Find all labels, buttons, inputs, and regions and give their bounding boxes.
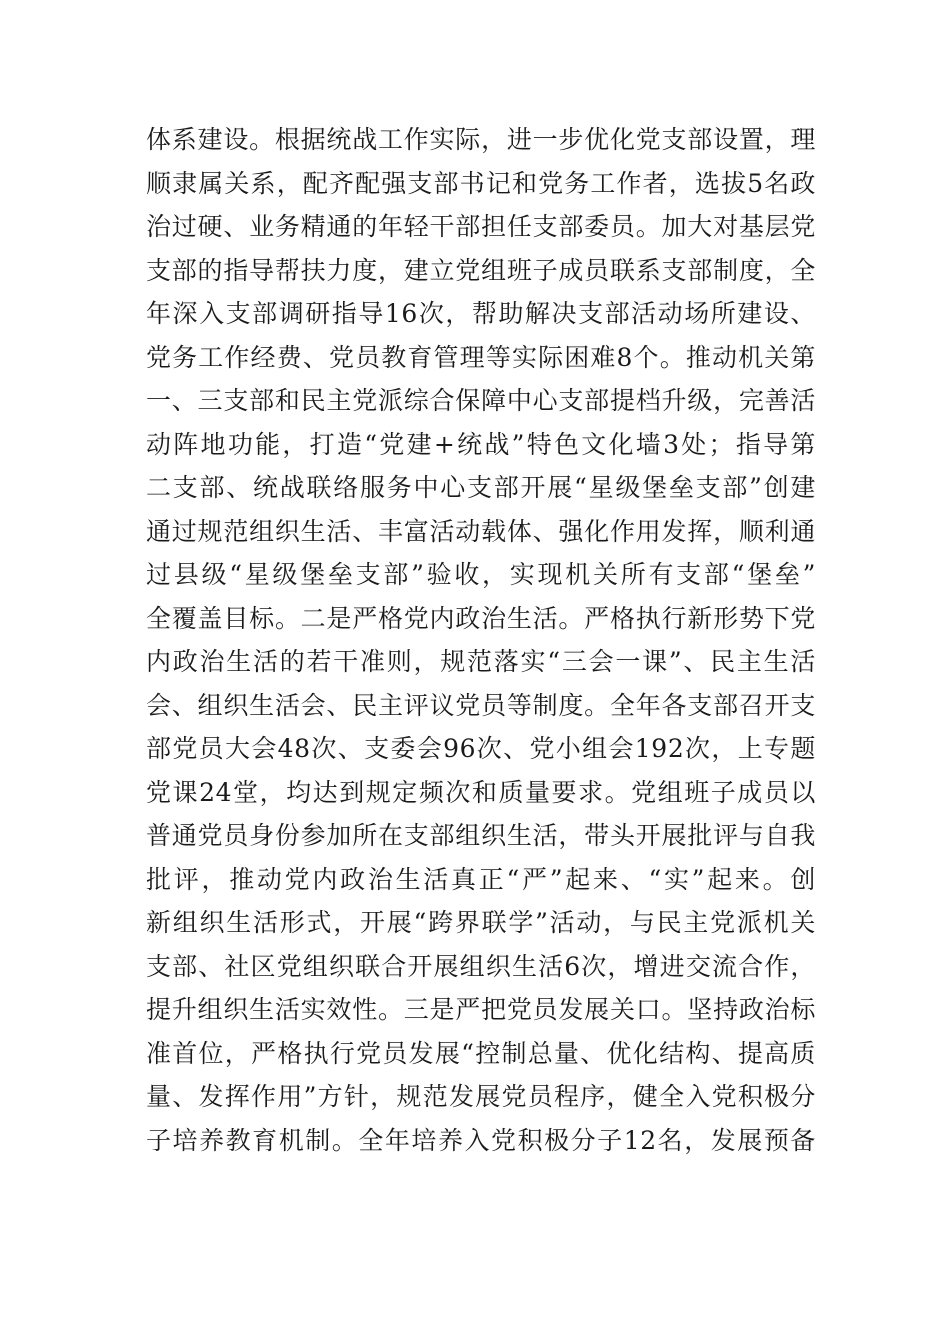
body-text (146, 118, 816, 1162)
text-line: 体系建设。根据统战工作实际，进一步优化党支部设置，理 (146, 125, 816, 154)
text-line: 提升组织生活实效性。三是严把党员发展关口。坚持政治标 (146, 995, 816, 1024)
text-line: 支部的指导帮扶力度，建立党组班子成员联系支部制度，全 (146, 255, 816, 285)
text-line: 党课24堂，均达到规定频次和质量要求。党组班子成员以 (146, 777, 816, 807)
text-line: 新组织生活形式，开展“跨界联学”活动，与民主党派机关 (146, 908, 816, 937)
text-line: 内政治生活的若干准则，规范落实“三会一课”、民主生活 (146, 647, 816, 676)
text-line: 治过硬、业务精通的年轻干部担任支部委员。加大对基层党 (146, 212, 816, 241)
text-line: 子培养教育机制。全年培养入党积极分子12名，发展预备 (146, 1125, 816, 1155)
text-line: 二支部、统战联络服务中心支部开展“星级堡垒支部”创建 (146, 473, 816, 502)
text-line: 动阵地功能，打造“党建+统战”特色文化墙3处；指导第 (146, 429, 816, 459)
text-line: 党务工作经费、党员教育管理等实际困难8个。推动机关第 (146, 342, 816, 372)
text-line: 年深入支部调研指导16次，帮助解决支部活动场所建设、 (146, 299, 816, 328)
text-line: 准首位，严格执行党员发展“控制总量、优化结构、提高质 (146, 1038, 816, 1068)
text-line: 通过规范组织生活、丰富活动载体、强化作用发挥，顺利通 (146, 516, 816, 546)
text-line: 过县级“星级堡垒支部”验收，实现机关所有支部“堡垒” (146, 560, 816, 589)
text-line: 支部、社区党组织联合开展组织生活6次，增进交流合作， (146, 951, 816, 981)
text-line: 会、组织生活会、民主评议党员等制度。全年各支部召开支 (146, 690, 816, 720)
text-line: 全覆盖目标。二是严格党内政治生活。严格执行新形势下党 (146, 603, 816, 633)
text-line: 一、三支部和民主党派综合保障中心支部提档升级，完善活 (146, 386, 816, 415)
text-line: 批评，推动党内政治生活真正“严”起来、“实”起来。创 (146, 864, 816, 894)
text-line: 部党员大会48次、支委会96次、党小组会192次，上专题 (146, 734, 816, 763)
text-line: 普通党员身份参加所在支部组织生活，带头开展批评与自我 (146, 821, 816, 850)
text-line: 量、发挥作用”方针，规范发展党员程序，健全入党积极分 (146, 1082, 816, 1111)
text-line: 顺隶属关系，配齐配强支部书记和党务工作者，选拔5名政 (146, 168, 816, 198)
